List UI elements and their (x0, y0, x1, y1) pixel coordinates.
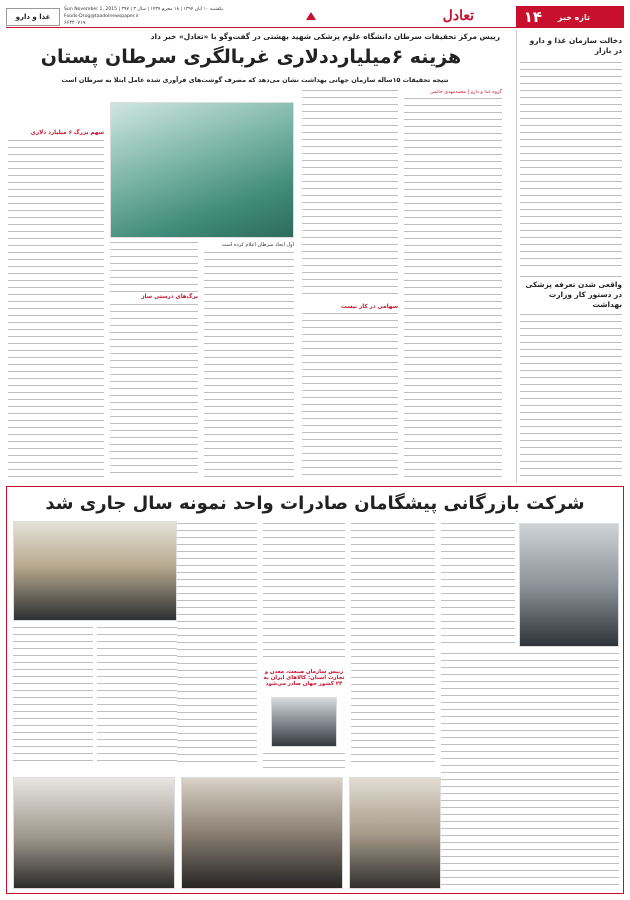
feature-story (6, 486, 624, 894)
date-line: یکشنبه ۱۰ آبان ۱۳۹۴ | ۱۸ محرم ۱۴۳۷ | سال ۳ | ۳۹۷ | Sun November 1, 2015 (64, 7, 224, 12)
sidebar-title: تازه خبر (557, 12, 590, 22)
lead-photo (110, 102, 294, 238)
subhead-cartoon: سهامی در کار نیست (341, 304, 398, 310)
subhead-bar: برگ‌های درستی ساز (141, 294, 198, 300)
feature-headline: شرکت بازرگانی پیشگامان صادرات واحد نمونه سال جاری شد (45, 493, 585, 514)
column-body (441, 523, 515, 647)
subhead: نتیجه تحقیقات ۱۵ساله سازمان جهانی بهداشت نشان می‌دهد که مصرف گوشت‌های فرآوری شده عامل ابتلا به سرطان است (61, 76, 449, 84)
headline: هزینه ۶میلیارددلاری غربالگری سرطان پستان (40, 46, 462, 68)
kicker: رییس مرکز تحقیقات سرطان دانشگاه علوم پزشکی شهید بهشتی در گفت‌وگو با «تعادل» خبر داد (150, 32, 500, 41)
byline: گروه غذا و دارو | محمدمهدی حاتمی (430, 90, 502, 95)
sidebar-item-body (520, 314, 622, 480)
award-photo (13, 521, 177, 621)
sidebar (516, 30, 624, 482)
arrow-up-icon (306, 12, 316, 20)
event-photo (349, 777, 441, 889)
section-badge (6, 8, 60, 26)
sidebar-item-headline: واقعی شدن تعرفه پزشکی در دستور کار وزارت بهداشت (525, 280, 622, 309)
column-body (302, 90, 398, 300)
feature-quote: رییس سازمان صنعت، معدن و تجارت استان: کالاهای ایران به ۲۴ کشور جهان صادر می‌شود (263, 669, 345, 687)
phone: ۶۶۴۲۰۷۱۹ (64, 20, 86, 26)
column-body (441, 653, 619, 889)
lead-story (6, 30, 506, 482)
inset-portrait (271, 697, 337, 747)
sidebar-item-headline: دخالت سازمان غذا و دارو در بازار (529, 36, 622, 55)
masthead (6, 6, 624, 28)
page-number: ۱۴ (523, 8, 542, 26)
event-photo (181, 777, 343, 889)
portrait-photo (519, 523, 619, 647)
column-body (13, 627, 93, 767)
column-body (263, 753, 345, 769)
column-body (204, 252, 294, 478)
event-photo (13, 777, 175, 889)
column-body (110, 304, 198, 478)
column-body (302, 313, 398, 478)
section-badge-label: غذا و دارو (15, 13, 51, 21)
column-body (110, 242, 198, 292)
column-body (177, 523, 257, 767)
side-note: سهم بزرگ ۶ میلیارد دلاری (30, 130, 104, 136)
sidebar-item-body (520, 62, 622, 270)
column-body (351, 523, 435, 767)
column-body (404, 98, 502, 478)
column-body (97, 627, 177, 767)
sidebar-divider (520, 276, 622, 277)
logo: تعادل (442, 8, 474, 24)
photo-caption: اول ایجاد سرطان اعلام کرده است (221, 242, 294, 248)
column-body (8, 140, 104, 478)
email: Foods-Drug@taadolnewspaper.ir (64, 14, 139, 19)
column-body (263, 523, 345, 663)
